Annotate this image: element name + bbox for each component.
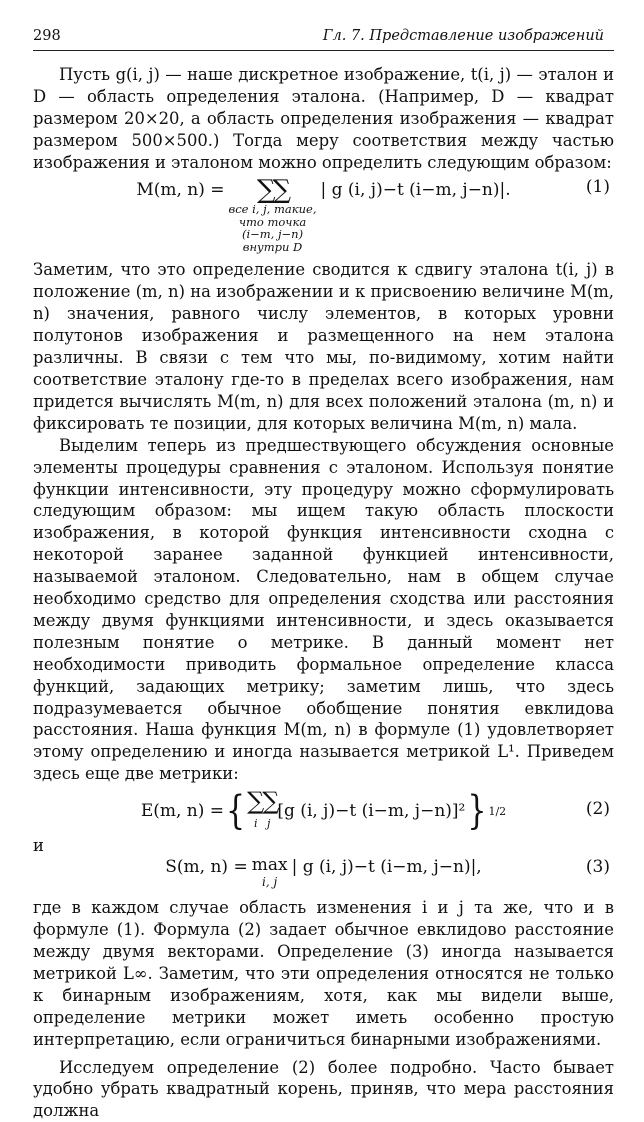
equation-2: [33, 789, 614, 835]
eq1-cond-line-3: (i−m, j−n): [241, 227, 304, 242]
eq2-lhs: E(m, n) =: [140, 801, 225, 822]
eq2-open-brace: {: [226, 788, 246, 835]
eq1-cond-line-1: все i, j, такие,: [228, 202, 317, 217]
eq3-body: | g (i, j)−t (i−m, j−n)|,: [291, 857, 482, 878]
eq1-cond-line-2: что точка: [238, 214, 307, 229]
eq3-lhs: S(m, n) =: [165, 857, 248, 878]
eq2-body: [g (i, j)−t (i−m, j−n)]²: [277, 801, 466, 822]
running-head: [33, 26, 614, 51]
eq3-max-op: max: [251, 855, 288, 876]
and-word: и: [33, 836, 44, 856]
eq2-indices: i j: [254, 817, 271, 831]
eq1-lhs: M(m, n) =: [136, 180, 225, 201]
eq3-indices: i, j: [262, 875, 278, 890]
eq3-number: (3): [585, 857, 610, 878]
equation-3-block: [33, 835, 614, 897]
paragraph-1: Пусть g(i, j) — наше дискретное изображение, t(i, j) — эталон и D — область определения эталона. (Например, D — квадрат размером 20×20, а область определения изображения — квадрат размером 500×500.) Тогда меру соответствия между частью изображения и эталоном можно определить следующим образом:: [33, 64, 614, 172]
equation-1: [33, 177, 614, 259]
eq1-cond-line-4: внутри D: [242, 239, 303, 254]
eq2-summation: [247, 789, 277, 835]
chapter-title: Гл. 7. Представление изображений: [322, 28, 604, 44]
eq1-sigma: ∑∑: [256, 175, 289, 206]
eq3-max: [252, 857, 288, 888]
eq2-number: (2): [585, 799, 610, 820]
equation-3: [33, 857, 614, 897]
paragraph-3: Выделим теперь из предшествующего обсуждения основные элементы процедуры сравнения с эталоном. Используя понятие функции интенсивности, эту процедуру можно сформулировать следующим образом: мы ищем такую область плоскости изображения, в которой функция интенсивности сходна с некоторой заранее заданной функцией интенсивности, называемой эталоном. Следовательно, нам в общем случае необходимо средство для определения сходства или расстояния между двумя функциями интенсивности, и здесь оказывается полезным понятие о метрике. В данный момент нет необходимости приводить формальное определение класса функций, задающих метрику; заметим лишь, что здесь подразумевается обычное обобщение понятия евклидова расстояния. Наша функция M(m, n) в формуле (1) удовлетворяет этому определению и иногда называется метрикой L¹. Приведем здесь еще две метрики:: [33, 435, 614, 784]
paragraph-2: Заметим, что это определение сводится к сдвигу эталона t(i, j) в положение (m, n) на изображении и к присвоению величине M(m, n) значения, равного числу элементов, в которых уровни полутонов изображения и размещенного на нем эталона различны. В связи с тем что мы, по-видимому, хотим найти соответствие эталону где-то в пределах всего изображения, нам придется вычислять M(m, n) для всех положений эталона (m, n) и фиксировать те позиции, для которых величина M(m, n) мала.: [33, 260, 614, 433]
eq2-exponent: 1/2: [488, 805, 507, 819]
eq1-rhs: | g (i, j)−t (i−m, j−n)|.: [320, 180, 511, 201]
eq2-sigma: ∑∑: [247, 787, 278, 816]
paragraph-4: где в каждом случае область изменения i и j та же, что и в формуле (1). Формула (2) задает обычное евклидово расстояние между двумя векторами. Определение (3) иногда называется метрикой L∞. Заметим, что эти определения относятся не только к бинарным изображениям, хотя, как мы видели выше, определение метрики может иметь особенно простую интерпретацию, если ограничиться бинарными изображениями.: [33, 898, 614, 1049]
eq2-close-brace: }: [467, 788, 487, 835]
eq1-summation: [229, 177, 317, 253]
paragraph-5: Исследуем определение (2) более подробно. Часто бывает удобно убрать квадратный корень, приняв, что мера расстояния должна: [33, 1057, 614, 1121]
eq1-number: (1): [585, 177, 610, 198]
page-number: 298: [33, 28, 61, 44]
